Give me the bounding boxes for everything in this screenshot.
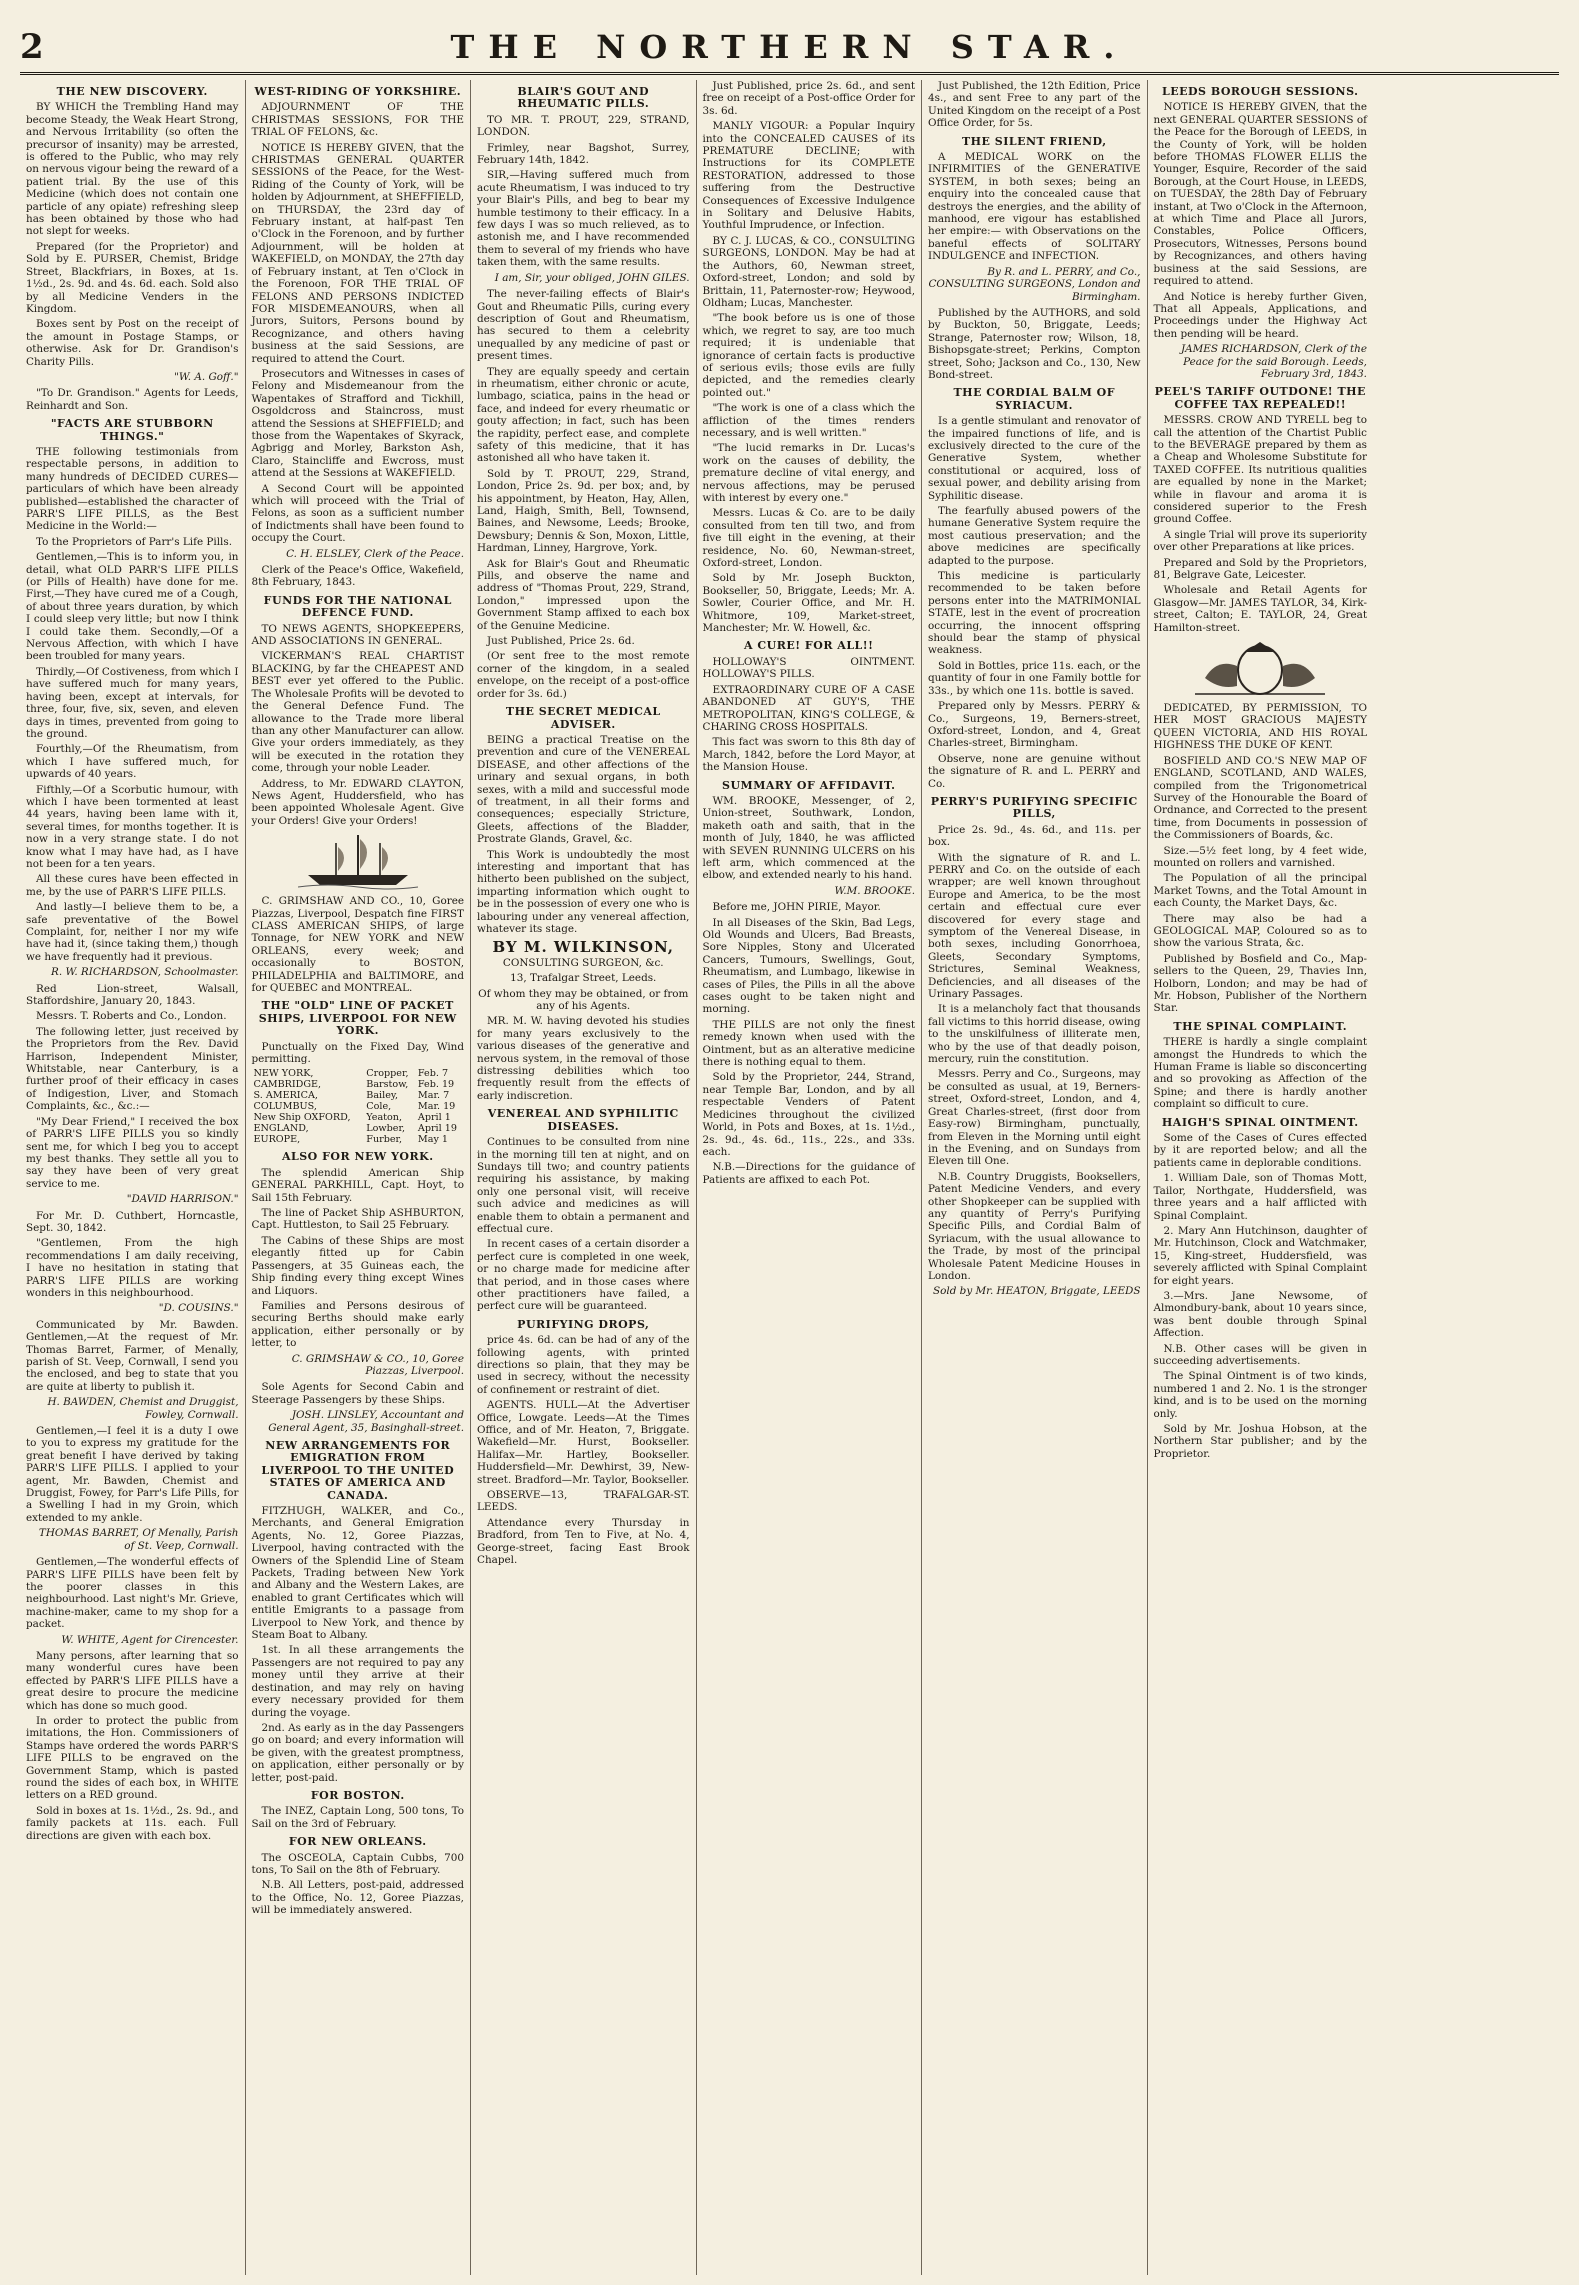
paragraph: The INEZ, Captain Long, 500 tons, To Sail on the 3rd of February. bbox=[251, 1805, 464, 1830]
paragraph: N.B. Country Druggists, Booksellers, Patent Medicine Venders, and every other Shopkeeper can be supplied with any quantity of Perry's Purifying Specific Pills, and Cordial Balm of Syriacum, with the usual allowance to the Trade, by most of the principal Wholesale Patent Medicine Houses in London. bbox=[928, 1170, 1141, 1282]
paragraph: Gentlemen,—I feel it is a duty I owe to you to express my gratitude for the great benefit I have derived by taking PARR'S LIFE PILLS. I applied to your agent, Mr. Bawden, Chemist and Druggist, Fowey, for Parr's Life Pills, for a Swelling I had in my Groin, which extended to my ankle. bbox=[26, 1425, 239, 1524]
paragraph: This Work is undoubtedly the most interesting and important that has hitherto been published on the subject, imparting information which ought to be in the possession of every one who is labouring under any venereal affection, whatever its stage. bbox=[477, 848, 690, 935]
table-cell: CAMBRIDGE, bbox=[253, 1079, 322, 1091]
paragraph: Continues to be consulted from nine in the morning till ten at night, and on Sundays till two; and country patients requiring his assistance, by making only one personal visit, will receive such advice and medicines as will enable them to obtain a permanent and effectual cure. bbox=[477, 1136, 690, 1235]
table-cell: Lowber, bbox=[366, 1123, 406, 1135]
table-cell: Cole, bbox=[366, 1101, 392, 1113]
table-cell: NEW YORK, bbox=[253, 1068, 314, 1080]
paragraph: 1. William Dale, son of Thomas Mott, Tailor, Northgate, Huddersfield, was three years and a half afflicted with Spinal Complaint. bbox=[1153, 1172, 1367, 1222]
section-heading: THE SILENT FRIEND, bbox=[961, 134, 1107, 148]
paragraph: TO MR. T. PROUT, 229, STRAND, LONDON. bbox=[477, 113, 690, 139]
paragraph: NOTICE IS HEREBY GIVEN, that the next GENERAL QUARTER SESSIONS of the Peace for the Borough of LEEDS, in the County of York, will be holden before THOMAS FLOWER ELLIS the Younger, Esquire, Recorder of the said Borough, at the Court House, in LEEDS, on TUESDAY, the 28th Day of February instant, at Two o'Clock in the Afternoon, at which Time and Place all Jurors, Constables, Police Officers, Prosecutors, Witnesses, Persons bound by Recognizances, and others having business at the said Sessions, are required to attend. bbox=[1153, 101, 1367, 288]
paragraph: Published by the AUTHORS, and sold by Buckton, 50, Briggate, Leeds; Strange, Paternoster row; Wilson, 18, Bishopsgate-street; Perkins, Compton street, Soho; Jackson and Co., 130, New Bond-street. bbox=[928, 306, 1141, 381]
column-4 bbox=[697, 80, 923, 2275]
paragraph: OBSERVE—13, TRAFALGAR-ST. LEEDS. bbox=[477, 1489, 690, 1514]
paragraph: The never-failing effects of Blair's Gout and Rheumatic Pills, curing every description of Gout and Rheumatism, has secured to them a celebrity unequalled by any medicine of past or present times. bbox=[477, 288, 690, 363]
paragraph: In recent cases of a certain disorder a perfect cure is completed in one week, or no charge made for medicine after that period, and in those cases where other practitioners have failed, a perfect cure will be guaranteed. bbox=[477, 1238, 690, 1313]
paragraph: For Mr. D. Cuthbert, Horncastle, Sept. 30, 1842. bbox=[26, 1209, 239, 1234]
centered-line: CONSULTING SURGEON, &c. bbox=[502, 956, 664, 969]
signature-line: W.M. BROOKE. bbox=[834, 884, 915, 897]
table-cell: April 19 bbox=[417, 1123, 457, 1135]
table-cell: ENGLAND, bbox=[253, 1123, 309, 1135]
paragraph: Clerk of the Peace's Office, Wakefield, 8th February, 1843. bbox=[251, 564, 464, 589]
paragraph: Gentlemen,—The wonderful effects of PARR'S LIFE PILLS have been felt by the poorer classes in this neighbourhood. Last night's Mr. Grieve, machine-maker, came to my shop for a packet. bbox=[26, 1556, 239, 1631]
section-heading: THE SECRET MEDICAL ADVISER. bbox=[505, 705, 661, 731]
paragraph: "The book before us is one of those which, we regret to say, are too much required; it is undeniable that ignorance of certain facts is productive of serious evils; those evils are fully depicted, and the remedies clearly pointed out." bbox=[702, 312, 915, 399]
paragraph: Sold by T. PROUT, 229, Strand, London, Price 2s. 9d. per box; and, by his appointment, by Heaton, Hay, Allen, Land, Haigh, Smith, Bell, Townsend, Baines, and Newsome, Leeds; Brooke, Dewsbury; Dennis & Son, Moxon, Little, Hardman, Linney, Hargrove, York. bbox=[477, 467, 690, 555]
column-5 bbox=[922, 80, 1148, 2275]
section-heading: BLAIR'S GOUT AND RHEUMATIC PILLS. bbox=[517, 85, 650, 111]
paragraph: THERE is hardly a single complaint amongst the Hundreds to which the Human Frame is liable so disconcerting and so provoking as Affection of the Spine; and there is hardly another complaint so difficult to cure. bbox=[1153, 1036, 1367, 1111]
paragraph: Wholesale and Retail Agents for Glasgow—Mr. JAMES TAYLOR, 34, Kirk-street, Calton; E. TAYLOR, 24, Great Hamilton-street. bbox=[1153, 584, 1367, 634]
paragraph: BY WHICH the Trembling Hand may become Steady, the Weak Heart Strong, and Nervous Irritability (so often the precursor of insanity) may be arrested, is offered to the Public, who may rely on nervous vigour being the reward of a patient trial. By the use of this Medicine (which does not contain one particle of any opiate) refreshing sleep has been obtained by those who had not slept for weeks. bbox=[26, 101, 239, 238]
paragraph: To the Proprietors of Parr's Life Pills. bbox=[36, 535, 233, 548]
paragraph: WM. BROOKE, Messenger, of 2, Union-street, Southwark, London, maketh oath and saith, that in the month of July, 1840, he was afflicted with SEVEN RUNNING ULCERS on his left arm, which commenced at the elbow, and extended nearly to his hand. bbox=[702, 794, 915, 882]
paragraph: Prepared and Sold by the Proprietors, 81, Belgrave Gate, Leicester. bbox=[1153, 556, 1367, 582]
royal-crest-icon bbox=[1175, 638, 1345, 698]
paragraph: Fourthly,—Of the Rheumatism, from which I have suffered much, for upwards of 40 years. bbox=[26, 743, 239, 781]
paragraph: Sold by Mr. Joseph Buckton, Bookseller, 50, Briggate, Leeds; Mr. A. Sowler, Courier Office, and Mr. H. Whitmore, 109, Market-street, Manchester; Mr. W. Howell, &c. bbox=[702, 572, 915, 635]
sailing-ship-icon bbox=[298, 831, 418, 891]
table-cell: EUROPE, bbox=[253, 1134, 301, 1146]
signature-line: Sold by Mr. HEATON, Briggate, LEEDS bbox=[933, 1285, 1141, 1298]
paragraph: Messrs. Perry and Co., Surgeons, may be consulted as usual, at 19, Berners-street, Oxford-street, London, and 4, Great Charles-street, (first door from Easy-row) Birmingham, punctually, from Eleven in the Morning until eight in the Evening, and on Sundays from Eleven till One. bbox=[928, 1068, 1141, 1168]
section-heading: FOR NEW ORLEANS. bbox=[288, 1835, 427, 1849]
paragraph: MESSRS. CROW AND TYRELL beg to call the attention of the Chartist Public to the BEVERAGE prepared by them as a Cheap and Wholesome Substitute for TAXED COFFEE. Its nutritious qualities are equalled by none in the Market; while in flavour and aroma it is considered superior to the Fresh ground Coffee. bbox=[1153, 414, 1367, 526]
paragraph: "Gentlemen, From the high recommendations I am daily receiving, I have no hesitation in stating that PARR'S LIFE PILLS are working wonders in this neighbourhood. bbox=[26, 1237, 239, 1299]
column-area bbox=[20, 80, 1559, 2275]
paragraph: SIR,—Having suffered much from acute Rheumatism, I was induced to try your Blair's Pills, and beg to bear my humble testimony to their efficacy. In a few days I was so much relieved, as to astonish me, and I have recommended them to several of my friends who have taken them, with the same results. bbox=[477, 169, 690, 269]
table-cell: Bailey, bbox=[366, 1090, 399, 1102]
paragraph: Some of the Cases of Cures effected by it are reported below; and all the patients came in deplorable conditions. bbox=[1153, 1132, 1367, 1169]
section-heading: THE SPINAL COMPLAINT. bbox=[1173, 1019, 1348, 1033]
paragraph: Frimley, near Bagshot, Surrey, February 14th, 1842. bbox=[477, 141, 690, 167]
paragraph: Fifthly,—Of a Scorbutic humour, with which I have been tormented at least 44 years, having been lame with it, several times, for months together. It is now in a very strange state. I do not know what I may have had, as I have not been for a ten years. bbox=[26, 783, 239, 870]
paragraph: "To Dr. Grandison." Agents for Leeds, Reinhardt and Son. bbox=[26, 387, 239, 412]
paragraph: Attendance every Thursday in Bradford, from Ten to Five, at No. 4, George-street, facing East Brook Chapel. bbox=[477, 1516, 690, 1567]
section-heading: FUNDS FOR THE NATIONAL DEFENCE FUND. bbox=[263, 593, 452, 620]
paragraph: DEDICATED, BY PERMISSION, TO HER MOST GRACIOUS MAJESTY QUEEN VICTORIA, AND HIS ROYAL HIGHNESS THE DUKE OF KENT. bbox=[1153, 702, 1367, 752]
paragraph: Many persons, after learning that so many wonderful cures have been effected by PARR'S LIFE PILLS have a great desire to procure the medicine which has done so much good. bbox=[26, 1649, 239, 1712]
signature-line: "DAVID HARRISON." bbox=[126, 1193, 239, 1206]
paragraph: In all Diseases of the Skin, Bad Legs, Old Wounds and Ulcers, Bad Breasts, Sore Nipples, Stony and Ulcerated Cancers, Tumours, Swellings, Gout, Rheumatism, and Lumbago, likewise in cases of Piles, the Pills in all the above cases ought to be taken night and morning. bbox=[702, 916, 915, 1016]
paragraph: The Cabins of these Ships are most elegantly fitted up for Cabin Passengers, at 35 Guineas each, the Ship finding every thing except Wines and Liquors. bbox=[251, 1234, 464, 1297]
paragraph: All these cures have been effected in me, by the use of PARR'S LIFE PILLS. bbox=[26, 873, 239, 898]
paragraph: N.B. Other cases will be given in succeeding advertisements. bbox=[1153, 1342, 1367, 1367]
table-cell: May 1 bbox=[417, 1134, 449, 1146]
table-cell: Mar. 7 bbox=[417, 1090, 450, 1102]
paragraph: Before me, JOHN PIRIE, Mayor. bbox=[712, 901, 881, 914]
paragraph: Punctually on the Fixed Day, Wind permitting. bbox=[251, 1040, 464, 1066]
paragraph: Sold in Bottles, price 11s. each, or the quantity of four in one Family bottle for 33s., by which one 11s. bottle is saved. bbox=[928, 659, 1141, 697]
signature-line: I am, Sir, your obliged, JOHN GILES. bbox=[494, 271, 690, 284]
column-2 bbox=[246, 80, 472, 2275]
paragraph: With the signature of R. and L. PERRY and Co. on the outside of each wrapper; are well known throughout Europe and America, to be the most certain and effectual cure ever discovered for every stage and symptom of the Venereal Disease, in both sexes, including Gonorrhoea, Gleets, Secondary Symptoms, Strictures, Seminal Weakness, Deficiencies, and all diseases of the Urinary Passages. bbox=[928, 851, 1141, 1001]
paragraph: Observe, none are genuine without the signature of R. and L. PERRY and Co. bbox=[928, 752, 1141, 790]
paragraph: Published by Bosfield and Co., Map-sellers to the Queen, 29, Thavies Inn, Holborn, London; and may be had of Mr. Hobson, Publisher of the Northern Star. bbox=[1153, 952, 1367, 1015]
paragraph: "My Dear Friend," I received the box of PARR'S LIFE PILLS you so kindly sent me, for which I beg you to accept my best thanks. They settle all you to say they have been of very great service to me. bbox=[26, 1115, 239, 1190]
paragraph: TO NEWS AGENTS, SHOPKEEPERS, AND ASSOCIATIONS IN GENERAL. bbox=[251, 622, 464, 648]
column-1 bbox=[20, 80, 246, 2275]
signature-line: JOSH. LINSLEY, Accountant and General Agent, 35, Basinghall-street. bbox=[268, 1409, 464, 1434]
paragraph: MANLY VIGOUR: a Popular Inquiry into the CONCEALED CAUSES of its PREMATURE DECLINE; with Instructions for its COMPLETE RESTORATION, addressed to those suffering from the Destructive Consequences of Excessive Indulgence in Solitary and Delusive Habits, Youthful Imprudence, or Infection. bbox=[702, 120, 915, 232]
section-heading: WEST-RIDING OF YORKSHIRE. bbox=[254, 85, 462, 98]
paragraph: The line of Packet Ship ASHBURTON, Capt. Huttleston, to Sail 25 February. bbox=[251, 1207, 464, 1232]
table-row bbox=[252, 1123, 465, 1134]
table-cell: Feb. 19 bbox=[417, 1079, 455, 1091]
centered-line: 13, Trafalgar Street, Leeds. bbox=[510, 972, 657, 985]
paragraph: Address, to Mr. EDWARD CLAYTON, News Agent, Huddersfield, who has been appointed Wholesale Agent. Give your Orders! Give your Orders! bbox=[251, 777, 464, 827]
paragraph: Just Published, Price 2s. 6d. bbox=[487, 635, 635, 648]
paragraph: 2. Mary Ann Hutchinson, daughter of Mr. Hutchinson, Clock and Watchmaker, 15, King-street, Huddersfield, was severely afflicted with Spinal Complaint for eight years. bbox=[1153, 1224, 1367, 1287]
paragraph: BY C. J. LUCAS, & CO., CONSULTING SURGEONS, LONDON. May be had at the Authors, 60, Newman street, Oxford-street, London; and sold by Brittain, 11, Paternoster-row; Heywood, Oldham; Lucas, Manchester. bbox=[702, 234, 915, 309]
paragraph: In order to protect the public from imitations, the Hon. Commissioners of Stamps have ordered the words PARR'S LIFE PILLS to be engraved on the Government Stamp, which is pasted round the sides of each box, in WHITE letters on a RED ground. bbox=[26, 1714, 239, 1802]
section-heading: FOR BOSTON. bbox=[310, 1788, 405, 1802]
paragraph: THE following testimonials from respectable persons, in addition to many hundreds of DECIDED CURES—particulars of which have been already published—established the character of PARR'S LIFE PILLS, as the Best Medicine in the World:— bbox=[26, 445, 239, 533]
sailing-schedule-table bbox=[252, 1068, 465, 1145]
table-cell: Feb. 7 bbox=[417, 1068, 449, 1080]
section-heading: "FACTS ARE STUBBORN THINGS." bbox=[50, 417, 214, 443]
paragraph: N.B.—Directions for the guidance of Patients are affixed to each Pot. bbox=[702, 1161, 915, 1186]
paragraph: FITZHUGH, WALKER, and Co., Merchants, and General Emigration Agents, No. 12, Goree Piazzas, Liverpool, having contracted with the Owners of the Splendid Line of Steam Packets, Trading between New York and Albany and the Western Lakes, are enabled to grant Certificates which will entitle Emigrants to a passage from Liverpool to New York, and thence by Steam Boat to Albany. bbox=[251, 1505, 464, 1642]
paragraph: The Spinal Ointment is of two kinds, numbered 1 and 2. No. 1 is the stronger kind, and is to be used on the morning only. bbox=[1153, 1370, 1367, 1420]
table-cell: Yeaton, bbox=[366, 1112, 403, 1124]
table-row bbox=[252, 1134, 465, 1145]
paragraph: Red Lion-street, Walsall, Staffordshire, January 20, 1843. bbox=[26, 982, 239, 1008]
signature-line: R. W. RICHARDSON, Schoolmaster. bbox=[51, 966, 239, 979]
paragraph: THE PILLS are not only the finest remedy known when used with the Ointment, but as an alterative medicine there is nothing equal to them. bbox=[702, 1018, 915, 1069]
paragraph: MR. M. W. having devoted his studies for many years exclusively to the various diseases of the generative and nervous system, in the removal of those distressing debilities which too frequently result from the effects of early indiscretion. bbox=[477, 1015, 690, 1102]
section-heading: BY M. WILKINSON, bbox=[492, 938, 674, 957]
section-heading: LEEDS BOROUGH SESSIONS. bbox=[1162, 85, 1359, 98]
signature-line: "W. A. Goff." bbox=[174, 370, 239, 383]
table-cell: Cropper, bbox=[366, 1068, 409, 1080]
paragraph: BOSFIELD AND CO.'S NEW MAP OF ENGLAND, SCOTLAND, AND WALES, compiled from the Trigonometrical Survey of the Honourable the Board of Ordnance, and Corrected to the present time, from Documents in possession of the Commissioners of Boards, &c. bbox=[1153, 754, 1367, 842]
signature-line: By R. and L. PERRY, and Co., CONSULTING SURGEONS, London and Birmingham. bbox=[928, 265, 1141, 303]
paragraph: N.B. All Letters, post-paid, addressed to the Office, No. 12, Goree Piazzas, will be immediately answered. bbox=[251, 1879, 464, 1917]
paragraph: ADJOURNMENT OF THE CHRISTMAS SESSIONS, FOR THE TRIAL OF FELONS, &c. bbox=[251, 101, 464, 139]
page-number: 2 bbox=[20, 27, 44, 67]
signature-line: H. BAWDEN, Chemist and Druggist, Fowley, Cornwall. bbox=[47, 1396, 239, 1421]
paragraph: This medicine is particularly recommended to be taken before persons enter into the MATRIMONIAL STATE, lest in the event of procreation occurring, the innocent offspring should bear the stamp of physical weakness. bbox=[928, 570, 1141, 657]
paragraph: Prepared only by Messrs. PERRY & Co., Surgeons, 19, Berners-street, Oxford-street, London, and 4, Great Charles-street, Birmingham. bbox=[928, 700, 1141, 750]
section-heading: PERRY'S PURIFYING SPECIFIC PILLS, bbox=[930, 794, 1138, 821]
paragraph: The following letter, just received by the Proprietors from the Rev. David Harrison, Independent Minister, Whitstable, near Canterbury, is a further proof of their efficacy in cases of Indigestion, Liver, and Stomach Complaints, &c., &c.:— bbox=[26, 1025, 239, 1113]
section-heading: PEEL'S TARIFF OUTDONE! THE COFFEE TAX REPEALED!! bbox=[1154, 385, 1366, 411]
paragraph: NOTICE IS HEREBY GIVEN, that the CHRISTMAS GENERAL QUARTER SESSIONS of the Peace, for the West-Riding of the County of York, will be holden by Adjournment, at SHEFFIELD, on THURSDAY, the 23rd day of February instant, at half-past Ten o'Clock in the Forenoon, and by further Adjournment, will be holden at WAKEFIELD, on MONDAY, the 27th day of February instant, at Ten o'Clock in the Forenoon, FOR THE TRIAL OF FELONS AND PERSONS INDICTED FOR MISDEMEANOURS, when all Jurors, Suitors, Persons bound by Recognizance, and others having business at the said Sessions, are required to attend the Court. bbox=[251, 141, 464, 365]
section-heading: THE NEW DISCOVERY. bbox=[56, 85, 208, 98]
paragraph: Prosecutors and Witnesses in cases of Felony and Misdemeanour from the Wapentakes of Strafford and Tickhill, Osgoldcross and Staincross, must attend the Sessions at SHEFFIELD; and those from the Wapentakes of Skyrack, Agbrigg and Morley, Barkston Ash, Claro, Staincliffe and Ewcross, must attend at the Sessions at WAKEFIELD. bbox=[251, 367, 464, 480]
table-row bbox=[252, 1079, 465, 1090]
table-cell: S. AMERICA, bbox=[253, 1090, 318, 1102]
paragraph: price 4s. 6d. can be had of any of the following agents, with printed directions so plain, that they may be used in secrecy, without the necessity of confinement or restraint of diet. bbox=[477, 1334, 690, 1396]
signature-line: C. H. ELSLEY, Clerk of the Peace. bbox=[286, 547, 464, 560]
section-heading: HAIGH'S SPINAL OINTMENT. bbox=[1161, 1115, 1359, 1129]
signature-line: C. GRIMSHAW & CO., 10, Goree Piazzas, Liverpool. bbox=[291, 1352, 464, 1377]
section-heading: ALSO FOR NEW YORK. bbox=[281, 1150, 434, 1164]
table-row bbox=[252, 1112, 465, 1123]
table-cell: Mar. 19 bbox=[417, 1101, 456, 1113]
paragraph: The OSCEOLA, Captain Cubbs, 700 tons, To Sail on the 8th of February. bbox=[251, 1851, 464, 1876]
table-row bbox=[252, 1101, 465, 1112]
paragraph: EXTRAORDINARY CURE OF A CASE ABANDONED AT GUY'S, THE METROPOLITAN, KING'S COLLEGE, & CHARING CROSS HOSPITALS. bbox=[702, 683, 915, 733]
newspaper-title: THE NORTHERN STAR. bbox=[450, 28, 1129, 66]
paragraph: Sold in boxes at 1s. 1½d., 2s. 9d., and family packets at 11s. each. Full directions are given with each box. bbox=[26, 1804, 239, 1842]
paragraph: And Notice is hereby further Given, That all Appeals, Applications, and Proceedings under the Highway Act then pending will be heard. bbox=[1153, 290, 1367, 340]
paragraph: "The work is one of a class which the affliction of the times renders necessary, and is well written." bbox=[702, 402, 915, 439]
paragraph: Boxes sent by Post on the receipt of the amount in Postage Stamps, or otherwise. Ask for Dr. Grandison's Charity Pills. bbox=[26, 318, 239, 368]
table-cell: Barstow, bbox=[366, 1079, 409, 1091]
table-cell: Furber, bbox=[366, 1134, 403, 1146]
centered-line: Of whom they may be obtained, or from any of his Agents. bbox=[478, 987, 689, 1013]
paragraph: There may also be had a GEOLOGICAL MAP, Coloured so as to show the various Strata, &c. bbox=[1153, 912, 1367, 950]
paragraph: Communicated by Mr. Bawden. Gentlemen,—At the request of Mr. Thomas Barret, Farmer, of Menally, parish of St. Veep, Cornwall, I send you the enclosed, and beg to state that you are quite at liberty to publish it. bbox=[26, 1318, 239, 1393]
section-heading: THE "OLD" LINE OF PACKET SHIPS, LIVERPOOL FOR NEW YORK. bbox=[258, 999, 457, 1038]
paragraph: They are equally speedy and certain in rheumatism, either chronic or acute, lumbago, sciatica, pains in the head or face, and indeed for every rheumatic or gouty affection; in fact, such has been the rapidity, perfect ease, and complete safety of this medicine, that it has astonished all who have taken it. bbox=[477, 365, 690, 465]
paragraph: It is a melancholy fact that thousands fall victims to this horrid disease, owing to the unskilfulness of illiterate men, who by the use of that deadly poison, mercury, ruin the constitution. bbox=[928, 1003, 1141, 1066]
table-cell: New Ship OXFORD, bbox=[253, 1112, 351, 1124]
paragraph: Messrs. Lucas & Co. are to be daily consulted from ten till two, and from five till eight in the evening, at their residence, No. 60, Newman-street, Oxford-street, London. bbox=[702, 507, 915, 570]
paragraph: Ask for Blair's Gout and Rheumatic Pills, and observe the name and address of "Thomas Prout, 229, Strand, London," impressed upon the Government Stamp affixed to each box of the Genuine Medicine. bbox=[477, 557, 690, 632]
paragraph: VICKERMAN'S REAL CHARTIST BLACKING, by far the CHEAPEST AND BEST ever yet offered to the Public. The Wholesale Profits will be devoted to the General Defence Fund. The allowance to the Trade more liberal than any other Manufacturer can allow. Give your orders immediately, as they will be executed in the rotation they come, through your noble Leader. bbox=[251, 650, 464, 775]
table-row bbox=[252, 1090, 465, 1101]
section-heading: PURIFYING DROPS, bbox=[517, 1317, 650, 1331]
section-heading: SUMMARY OF AFFIDAVIT. bbox=[722, 778, 896, 792]
column-6 bbox=[1148, 80, 1374, 2275]
signature-line: THOMAS BARRET, Of Menally, Parish of St. Veep, Cornwall. bbox=[38, 1527, 239, 1552]
section-heading: THE CORDIAL BALM OF SYRIACUM. bbox=[953, 386, 1116, 412]
paragraph: Size.—5½ feet long, by 4 feet wide, mounted on rollers and varnished. bbox=[1153, 844, 1367, 869]
paragraph: 3.—Mrs. Jane Newsome, of Almondbury-bank, about 10 years since, was bent double through Spinal Affection. bbox=[1153, 1289, 1367, 1340]
paragraph: A MEDICAL WORK on the INFIRMITIES of the GENERATIVE SYSTEM, in both sexes; being an enquiry into the concealed cause that destroys the energies, and the ability of manhood, ere vigour has established her empire:— with Observations on the baneful effects of SOLITARY INDULGENCE and INFECTION. bbox=[928, 151, 1141, 263]
paragraph: A Second Court will be appointed which will proceed with the Trial of Felons, as soon as a sufficient number of Indictments shall have been found to occupy the Court. bbox=[251, 482, 464, 545]
paragraph: 2nd. As early as in the day Passengers go on board; and every information will be given, with the greatest promptness, on application, either personally or by letter, post-paid. bbox=[251, 1721, 464, 1784]
paragraph: C. GRIMSHAW AND CO., 10, Goree Piazzas, Liverpool, Despatch fine FIRST CLASS AMERICAN SHIPS, of large Tonnage, for NEW YORK and NEW ORLEANS, every week; and occasionally to BOSTON, PHILADELPHIA and BALTIMORE, and for QUEBEC and MONTREAL. bbox=[251, 895, 464, 994]
paragraph: Just Published, the 12th Edition, Price 4s., and sent Free to any part of the United Kingdom on the receipt of a Post Office Order, for 5s. bbox=[928, 80, 1141, 130]
masthead bbox=[20, 22, 1559, 75]
paragraph: The fearfully abused powers of the humane Generative System require the most cautious preservation; and the above medicines are specifically adapted to the purpose. bbox=[928, 505, 1141, 567]
paragraph: Messrs. T. Roberts and Co., London. bbox=[36, 1010, 227, 1023]
table-cell: April 1 bbox=[417, 1112, 451, 1124]
signature-line: "D. COUSINS." bbox=[158, 1302, 239, 1315]
paragraph: Just Published, price 2s. 6d., and sent free on receipt of a Post-office Order for 3s. 6d. bbox=[702, 80, 915, 117]
section-heading: A CURE! FOR ALL!! bbox=[744, 639, 874, 653]
paragraph: The Population of all the principal Market Towns, and the Total Amount in each County, the Market Days, &c. bbox=[1153, 872, 1367, 910]
paragraph: (Or sent free to the most remote corner of the kingdom, in a sealed envelope, on the receipt of a post-office order for 3s. 6d.) bbox=[477, 650, 690, 700]
paragraph: AGENTS. HULL—At the Advertiser Office, Lowgate. Leeds—At the Times Office, and of Mr. Heaton, 7, Briggate. Wakefield—Mr. Hurst, Bookseller. Halifax—Mr. Hartley, Bookseller. Huddersfield—Mr. Dewhirst, 39, New-street. Bradford—Mr. Taylor, Bookseller. bbox=[477, 1399, 690, 1486]
paragraph: 1st. In all these arrangements the Passengers are not required to pay any money until they arrive at their destination, and may rely on having every necessary provided for them during the voyage. bbox=[251, 1644, 464, 1719]
section-heading: VENEREAL AND SYPHILITIC DISEASES. bbox=[487, 1107, 679, 1133]
paragraph: A single Trial will prove its superiority over other Preparations at like prices. bbox=[1153, 528, 1367, 554]
paragraph: Gentlemen,—This is to inform you, in detail, what OLD PARR'S LIFE PILLS (or Pills of Health) have done for me. First,—They have cured me of a Cough, of about three years duration, by which I could sleep very little; but now I think I could take them. Secondly,—Of a Nervous Affection, with which I have been troubled for many years. bbox=[26, 551, 239, 663]
paragraph: Is a gentle stimulant and renovator of the impaired functions of life, and is exclusively directed to the cure of the Generative System, whether constitutional or acquired, loss of sexual power, and debility arising from Syphilitic disease. bbox=[928, 415, 1141, 502]
paragraph: The splendid American Ship GENERAL PARKHILL, Capt. Hoyt, to Sail 15th February. bbox=[251, 1166, 464, 1204]
paragraph: Sole Agents for Second Cabin and Steerage Passengers by these Ships. bbox=[251, 1381, 464, 1406]
paragraph: HOLLOWAY'S OINTMENT. HOLLOWAY'S PILLS. bbox=[702, 655, 915, 681]
paragraph: "The lucid remarks in Dr. Lucas's work on the causes of debility, the premature decline of vital energy, and nervous affections, may be perused with interest by every one." bbox=[702, 442, 915, 504]
paragraph: Sold by the Proprietor, 244, Strand, near Temple Bar, London, and by all respectable Venders of Patent Medicines throughout the civilized World, in Pots and Boxes, at 1s. 1½d., 2s. 9d., 4s. 6d., 11s., 22s., and 33s. each. bbox=[702, 1071, 915, 1158]
paragraph: Thirdly,—Of Costiveness, from which I have suffered much for many years, having been, except at intervals, for three, four, five, six, seven, and eleven days in times, prevented from going to the ground. bbox=[26, 665, 239, 740]
section-heading: NEW ARRANGEMENTS FOR EMIGRATION FROM LIVERPOOL TO THE UNITED STATES OF AMERICA AND CANADA. bbox=[261, 1438, 455, 1502]
paragraph: Prepared (for the Proprietor) and Sold by E. PURSER, Chemist, Bridge Street, Blackfriars, in Boxes, at 1s. 1½d., 2s. 9d. and 4s. 6d. each. Sold also by all Medicine Venders in the Kingdom. bbox=[26, 240, 239, 315]
paragraph: And lastly—I believe them to be, a safe preventative of the Bowel Complaint, for, neither I nor my wife have had it, (since taking them,) though we have frequently had it previous. bbox=[26, 901, 239, 963]
signature-line: W. WHITE, Agent for Cirencester. bbox=[61, 1633, 239, 1646]
paragraph: Families and Persons desirous of securing Berths should make early application, either personally or by letter, to bbox=[251, 1299, 464, 1350]
paragraph: Price 2s. 9d., 4s. 6d., and 11s. per box. bbox=[928, 823, 1141, 849]
table-cell: COLUMBUS, bbox=[253, 1101, 317, 1113]
paragraph: BEING a practical Treatise on the prevention and cure of the VENEREAL DISEASE, and other affections of the urinary and sexual organs, in both sexes, with a mild and successful mode of treatment, in all their forms and consequences; especially Stricture, Gleets, affections of the Bladder, Prostrate Glands, Gravel, &c. bbox=[477, 733, 690, 846]
signature-line: JAMES RICHARDSON, Clerk of the Peace for the said Borough. Leeds, February 3rd, 1843. bbox=[1181, 343, 1367, 380]
paragraph: This fact was sworn to this 8th day of March, 1842, before the Lord Mayor, at the Mansion House. bbox=[702, 736, 915, 774]
paragraph: Sold by Mr. Joshua Hobson, at the Northern Star publisher; and by the Proprietor. bbox=[1153, 1423, 1367, 1460]
column-3 bbox=[471, 80, 697, 2275]
table-row bbox=[252, 1068, 465, 1079]
